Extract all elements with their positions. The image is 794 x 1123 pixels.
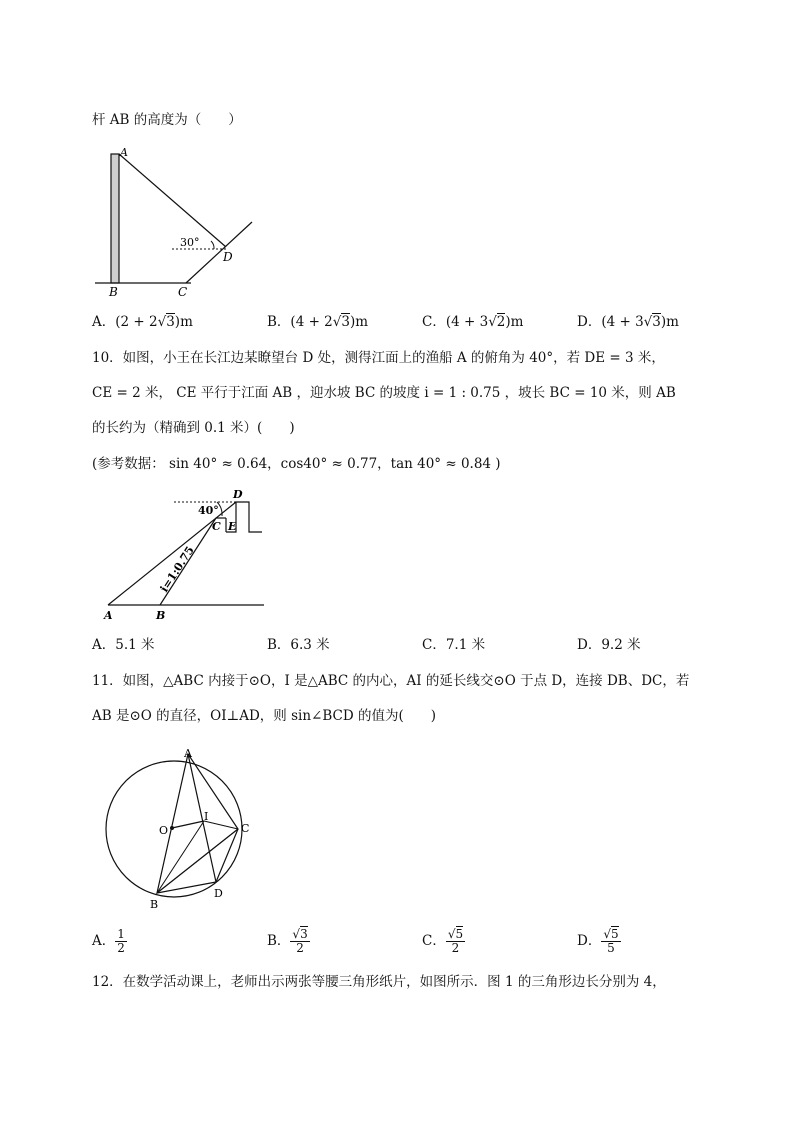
q10-option-b: B．6.3 米 [267, 637, 330, 653]
q9-option-d: D．(4 + 3√3)m [577, 314, 679, 330]
q10-figure [96, 486, 271, 626]
label-d: D [214, 887, 223, 900]
label-d: D [233, 488, 243, 501]
q10-stem-line3: 的长约为（精确到 0.1 米）( ) [92, 420, 295, 436]
label-d: D [223, 250, 233, 264]
q9-option-c: C．(4 + 3√2)m [422, 314, 524, 330]
q11-stem-line1: 11．如图，△ABC 内接于⊙O，I 是△ABC 的内心，AI 的延长线交⊙O 于点 D，连接 DB、DC，若 [92, 673, 690, 689]
pole-ab [111, 154, 119, 283]
q10-stem-line1: 10．如图，小王在长江边某瞭望台 D 处，测得江面上的渔船 A 的俯角为 40°，若 DE = 3 米， [92, 350, 665, 366]
q9-figure [90, 142, 265, 300]
label-a: A [120, 146, 128, 159]
q11-option-d: D． $\frac{√5}{5}$ [577, 927, 619, 955]
q11-option-a: A． $\frac{1}{2}$ [92, 927, 125, 955]
q11-option-b: B． $\frac{√3}{2}$ [267, 927, 308, 955]
label-c: C [178, 285, 188, 299]
angle-arc [211, 241, 214, 249]
q10-option-d: D．9.2 米 [577, 637, 641, 653]
q10-option-c: C．7.1 米 [422, 637, 486, 653]
q10-reference-data: (参考数据： sin 40° ≈ 0.64，cos40° ≈ 0.77，tan 40° ≈ 0.84 ) [92, 456, 501, 472]
label-angle-40: 40° [198, 504, 219, 517]
q11-option-c: C． $\frac{√5}{2}$ [422, 927, 464, 955]
label-angle-30: 30° [180, 236, 200, 249]
q10-stem-line2: CE = 2 米， CE 平行于江面 AB ，迎水坡 BC 的坡度 i = 1 : 0.75 ，坡长 BC = 10 米，则 AB [92, 385, 676, 401]
q11-figure [100, 742, 265, 917]
label-o: O [159, 824, 169, 837]
q10-option-a: A．5.1 米 [92, 637, 155, 653]
label-i: I [204, 810, 209, 823]
label-a: A [184, 747, 192, 760]
label-c: C [241, 822, 250, 835]
q9-stem-tail: 杆 AB 的高度为（ ） [92, 112, 242, 128]
label-c: C [212, 520, 221, 533]
line-ad [119, 154, 226, 247]
center-o-dot [170, 826, 174, 830]
label-b: B [150, 898, 159, 911]
label-e: E [228, 520, 237, 533]
circle-o [106, 761, 242, 897]
sight-line-ad [108, 502, 236, 605]
q9-option-b: B．(4 + 2√3)m [267, 314, 369, 330]
segment-oi [172, 821, 204, 828]
q11-stem-line2: AB 是⊙O 的直径，OI⊥AD，则 sin∠BCD 的值为( ) [92, 708, 436, 724]
label-slope: i=1:0.75 [157, 544, 197, 595]
label-a: A [104, 609, 113, 622]
q9-option-a: A．(2 + 2√3)m [92, 314, 193, 330]
slope-cd [186, 222, 252, 283]
label-b: B [109, 285, 118, 299]
label-b: B [156, 609, 166, 622]
q12-stem-line1: 12．在数学活动课上，老师出示两张等腰三角形纸片，如图所示．图 1 的三角形边长分别为 4， [92, 974, 666, 990]
line-ad [188, 754, 216, 882]
line-db [157, 882, 216, 893]
